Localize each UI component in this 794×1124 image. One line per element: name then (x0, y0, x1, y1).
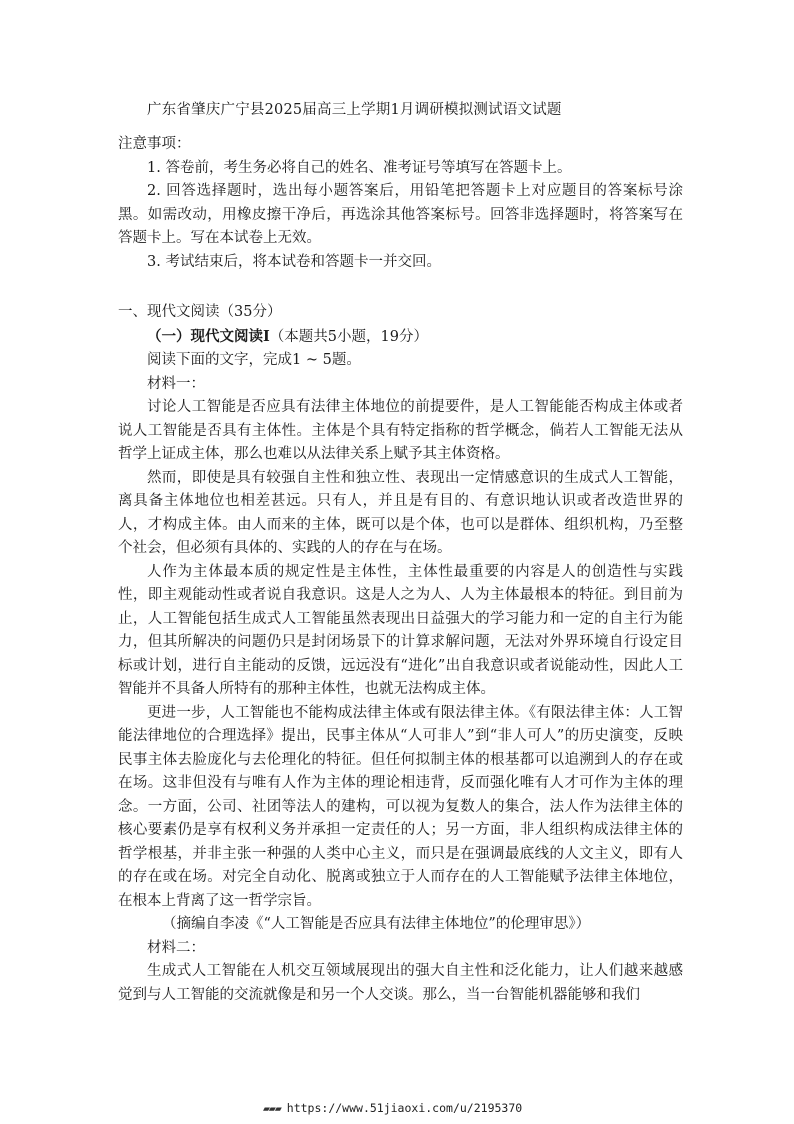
notice-section (118, 133, 683, 274)
footer-url-link[interactable]: https://www.51jiaoxi.com/u/2195370 (286, 1101, 523, 1115)
notice-item-3: 3. 考试结束后，将本试卷和答题卡一并交回。 (147, 253, 441, 270)
material1-paragraph-1: 讨论人工智能是否应具有法律主体地位的前提要件，是人工智能能否构成主体或者说人工智能是否具有主体性。主体是个具有特定指称的哲学概念，倘若人工智能无法从哲学上证成主体，那么也难以从法律关系上赋予其主体资格。 (118, 399, 683, 462)
notice-item-2: 2. 回答选择题时，选出每小题答案后，用铅笔把答题卡上对应题目的答案标号涂黑。如需改动，用橡皮擦干净后，再选涂其他答案标号。回答非选择题时，将答案写在答题卡上。写在本试卷上无效。 (118, 183, 683, 246)
material2-label: 材料二： (147, 939, 205, 956)
reading-section (118, 301, 683, 1007)
page-footer (263, 1101, 522, 1115)
subheading-bold: （一）现代文阅读Ⅰ (147, 327, 270, 345)
site-logo-icon: ▰▰▰ (263, 1101, 281, 1115)
notice-heading: 注意事项： (118, 136, 191, 152)
material2-paragraph-1: 生成式人工智能在人机交互领域展现出的强大自主性和泛化能力，让人们越来越感觉到与人工智能的交流就像是和另一个人交谈。那么，当一台智能机器能够和我们 (118, 963, 683, 1003)
document-title: 广东省肇庆广宁县2025届高三上学期1月调研模拟测试语文试题 (147, 102, 562, 118)
notice-item-1: 1. 答卷前，考生务必将自己的姓名、准考证号等填写在答题卡上。 (147, 159, 572, 176)
subheading (118, 325, 683, 350)
material1-paragraph-2: 然而，即使是具有较强自主性和独立性、表现出一定情感意识的生成式人工智能，离具备主体地位也相差甚远。只有人，并且是有目的、有意识地认识或者改造世界的人，才构成主体。由人而来的主体，既可以是个体，也可以是群体、组织机构，乃至整个社会，但必须有具体的、实践的人的存在与在场。 (118, 469, 683, 556)
material1-paragraph-4: 更进一步，人工智能也不能构成法律主体或有限法律主体。《有限法律主体：人工智能法律地位的合理选择》提出，民事主体从“人可非人”到“非人可人”的历史演变，反映民事主体去脸庞化与去伦理化的特征。但任何拟制主体的根基都可以追溯到人的存在或在场。这非但没有与唯有人作为主体的理论相违背，反而强化唯有人才可作为主体的理念。一方面，公司、社团等法人的建构，可以视为复数人的集合，法人作为法律主体的核心要素仍是享有权利义务并承担一定责任的人；另一方面，非人组织构成法律主体的哲学根基，并非主张一种强的人类中心主义，而只是在强调最底线的人文主义，即有人的存在或在场。对完全自动化、脱离或独立于人而存在的人工智能赋予法律主体地位，在根本上背离了这一哲学宗旨。 (118, 704, 683, 909)
instruction: 阅读下面的文字，完成1 ~ 5题。 (147, 352, 361, 368)
material1-source: （摘编自李凌《“人工智能是否应具有法律主体地位”的伦理审思》） (162, 916, 591, 932)
material1-label: 材料一： (147, 375, 205, 392)
section-heading: 一、现代文阅读（35分） (118, 304, 282, 320)
subheading-rest: （本题共5小题，19分） (269, 328, 428, 345)
material1-paragraph-3: 人作为主体最本质的规定性是主体性，主体性最重要的内容是人的创造性与实践性，即主观能动性或者说自我意识。这是人之为人、人为主体最根本的特征。到目前为止，人工智能包括生成式人工智能虽然表现出日益强大的学习能力和一定的自主行为能力，但其所解决的问题仍只是封闭场景下的计算求解问题，无法对外界环境自行设定目标或计划，进行自主能动的反馈，远远没有“进化”出自我意识或者说能动性，因此人工智能并不具备人所特有的那种主体性，也就无法构成主体。 (118, 563, 683, 697)
